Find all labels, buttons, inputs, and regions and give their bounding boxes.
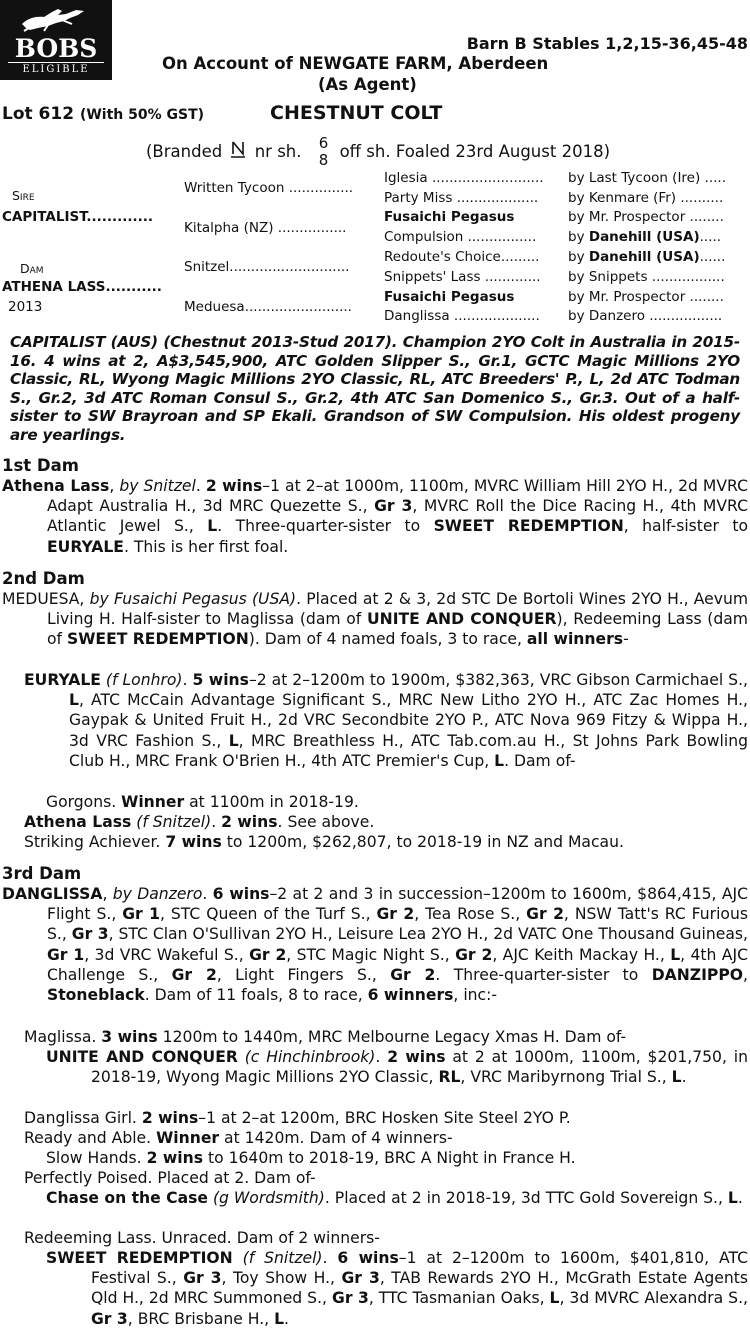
ancestor-sire-4-dots: .....	[699, 229, 722, 245]
t-dg2: 2 wins	[141, 1109, 199, 1127]
t-a14: . This is her first foal.	[123, 537, 289, 556]
t-u3: .	[375, 1048, 388, 1066]
sire-name: CAPITALIST.............	[2, 209, 154, 225]
barn-stables: Barn B Stables 1,2,15-36,45-48	[466, 34, 748, 53]
t-dg1: Danglissa Girl.	[24, 1109, 142, 1127]
ancestor-6: Snippets' Lass .............	[384, 269, 541, 285]
dam-name: ATHENA LASS...........	[2, 279, 162, 295]
first-dam-paragraph	[2, 476, 748, 557]
t-dg3: –1 at 2–at 1200m, BRC Hosken Site Steel 2YO P.	[198, 1109, 571, 1127]
t-a3: by Snitzel	[119, 477, 196, 495]
t-sr10: Gr 3	[332, 1289, 369, 1308]
t-m6: SWEET REDEMPTION	[67, 630, 249, 649]
t-g3: at 1100m in 2018-19.	[184, 793, 359, 811]
t-sr3: .	[322, 1249, 338, 1267]
t-d21: L	[670, 945, 681, 964]
euryale-paragraph	[24, 670, 748, 771]
t-cc3: . Placed at 2 in 2018-19, 3d TTC Gold Sovereign S.,	[324, 1189, 728, 1207]
t-a1: Athena Lass	[2, 477, 110, 495]
perfectly-poised-line	[24, 1168, 748, 1188]
t-d26: . Three-quarter-sister to	[435, 965, 652, 984]
t-d14: , STC Clan O'Sullivan 2YO H., Leisure Lea 2YO H., 2d VATC One Thousand Guineas,	[108, 925, 748, 944]
danglissa-girl-line	[24, 1108, 748, 1128]
t-e2: (f Lonhro)	[100, 671, 183, 689]
t-d28: ,	[743, 965, 748, 984]
vendor-account: On Account of NEWGATE FARM, Aberdeen	[162, 54, 549, 73]
unite-and-conquer-paragraph	[46, 1047, 748, 1087]
lot-number	[2, 104, 204, 124]
t-sr4: 6 wins	[337, 1249, 399, 1267]
t-m9: -	[623, 630, 629, 649]
t-u1: UNITE AND CONQUER	[46, 1048, 238, 1066]
t-sr13: , 3d MVRC Alexandra S.,	[559, 1289, 748, 1308]
chase-on-the-case-paragraph	[46, 1188, 748, 1208]
t-cc2: (g Wordsmith)	[207, 1189, 325, 1207]
ancestor-sire-4-name: Danehill (USA)	[588, 229, 700, 245]
t-ra2: Winner	[156, 1129, 220, 1147]
t-sr14: Gr 3	[91, 1309, 128, 1328]
t-sr17: .	[284, 1309, 289, 1328]
t-e11: . Dam of-	[504, 751, 576, 770]
sweet-redemption-paragraph	[46, 1248, 748, 1329]
fraction-bottom: 8	[318, 151, 329, 169]
bobs-eligible-logo	[0, 0, 112, 80]
t-e9: , MRC Breathless H., ATC Tab.com.au H., St Johns Park Bowling Club H., MRC Frank O'Brien H., 4th ATC Premier's Cup,	[69, 731, 748, 770]
second-dam-paragraph	[2, 589, 748, 650]
t-al3: .	[211, 813, 222, 831]
logo-brand: BOBS	[14, 34, 98, 63]
t-al1: Athena Lass	[24, 813, 132, 831]
sire-label: Sire	[12, 188, 35, 203]
foaled-date: off sh. Foaled 23rd August 2018)	[339, 142, 610, 161]
ancestor-8: Danglissa ....................	[384, 308, 540, 324]
t-ra1: Ready and Able.	[24, 1129, 157, 1147]
brand-line	[146, 135, 610, 169]
t-d13: Gr 3	[71, 925, 109, 944]
ancestor-5: Redoute's Choice.........	[384, 249, 540, 265]
t-sr9: , TAB Rewards 2YO H., McGrath Estate Agents Qld H., 2d MRC Summoned S.,	[91, 1269, 748, 1308]
t-a6: –1 at 2–at 1000m, 1100m, MVRC William Hill 2YO H., 2d MVRC Adapt Australia H., 3d MRC Quezette S.,	[47, 477, 749, 516]
t-u8: L	[671, 1068, 682, 1087]
t-d9: Gr 2	[376, 905, 415, 924]
running-horse-icon	[18, 6, 90, 32]
t-cc4: L	[727, 1189, 738, 1207]
t-cc5: .	[737, 1189, 743, 1207]
t-sh2: 2 wins	[146, 1149, 204, 1167]
t-u6: RL	[438, 1068, 461, 1087]
t-d12: , NSW Tatt's RC Furious S.,	[47, 905, 748, 944]
ancestor-sire-7: by Mr. Prospector ........	[568, 289, 724, 305]
t-al5: . See above.	[277, 813, 375, 831]
ancestor-1: Iglesia ..........................	[384, 170, 544, 186]
ancestor-sire-5-name: Danehill (USA)	[588, 249, 700, 265]
t-sr5: –1 at 2–1200m to 1600m, $401,810, ATC Festival S.,	[91, 1249, 748, 1288]
t-a11: SWEET REDEMPTION	[433, 517, 624, 536]
second-dam-heading: 2nd Dam	[2, 569, 85, 588]
t-e5: –2 at 2–1200m to 1900m, $382,363, VRC Gibson Carmichael S.,	[248, 671, 748, 689]
brand-fraction	[319, 135, 329, 169]
t-m4: UNITE AND CONQUER	[367, 610, 557, 629]
t-e10: L	[494, 751, 505, 770]
t-sh1: Slow Hands.	[46, 1149, 147, 1167]
t-sr12: L	[549, 1289, 560, 1308]
t-al2: (f Snitzel)	[131, 813, 212, 831]
t-sr16: L	[274, 1309, 285, 1328]
t-sr2: (f Snitzel)	[232, 1249, 323, 1267]
third-dam-paragraph	[2, 884, 748, 1005]
t-sa2: 7 wins	[165, 833, 222, 851]
t-sa3: to 1200m, $262,807, to 2018-19 in NZ and Macau.	[221, 833, 624, 851]
ready-and-able-line	[24, 1128, 748, 1148]
t-a7: Gr 3	[374, 497, 413, 516]
t-m8: all winners	[526, 630, 624, 649]
t-d25: Gr 2	[390, 965, 436, 984]
t-a2: ,	[109, 477, 120, 495]
t-d16: , 3d VRC Wakeful S.,	[84, 945, 250, 964]
t-d29: Stoneblack	[47, 986, 145, 1005]
ancestor-7: Fusaichi Pegasus	[384, 289, 515, 305]
branded-near-shoulder: nr sh.	[254, 142, 302, 161]
ancestor-2: Party Miss ...................	[384, 190, 539, 206]
t-al4: 2 wins	[221, 813, 278, 831]
t-rl1: Redeeming Lass. Unraced. Dam of 2 winners-	[24, 1229, 380, 1247]
t-a13: EURYALE	[47, 537, 124, 556]
t-d1: DANGLISSA	[2, 885, 103, 903]
t-a8: , MVRC Roll the Dice Racing H., 4th MVRC Atlantic Jewel S.,	[47, 497, 748, 536]
t-d18: , STC Magic Night S.,	[286, 945, 456, 964]
t-g2: Winner	[121, 793, 185, 811]
t-a12: , half-sister to	[623, 517, 748, 536]
t-d19: Gr 2	[455, 945, 493, 964]
t-m7: ). Dam of 4 named foals, 3 to race,	[248, 630, 527, 649]
t-d15: Gr 1	[47, 945, 85, 964]
dam-label: Dam	[20, 261, 44, 276]
brand-mark-icon	[231, 140, 245, 160]
ancestor-4: Compulsion ................	[384, 229, 537, 245]
t-sr1: SWEET REDEMPTION	[46, 1249, 233, 1267]
page-title: CHESTNUT COLT	[270, 102, 443, 124]
t-d3: by Danzero	[112, 885, 203, 903]
dam-dam: Meduesa.........................	[184, 299, 352, 315]
ancestor-sire-4-by: by	[568, 229, 589, 245]
vendor-agent: (As Agent)	[318, 75, 417, 94]
gorgons-line	[46, 792, 746, 812]
t-d5: 6 wins	[212, 885, 270, 903]
dam-foaling-year: 2013	[8, 299, 43, 315]
t-cc1: Chase on the Case	[46, 1189, 208, 1207]
t-d7: Gr 1	[122, 905, 160, 924]
t-d23: Gr 2	[171, 965, 217, 984]
slow-hands-line	[46, 1148, 746, 1168]
t-e3: .	[182, 671, 193, 689]
t-u2: (c Hinchinbrook)	[237, 1048, 376, 1066]
ancestor-sire-8: by Danzero .................	[568, 308, 723, 324]
t-e4: 5 wins	[192, 671, 249, 689]
fraction-top: 6	[318, 134, 329, 152]
ancestor-sire-2: by Kenmare (Fr) ..........	[568, 190, 724, 206]
dam-sire: Snitzel............................	[184, 259, 350, 275]
t-m5: ), Redeeming Lass (dam of	[47, 610, 748, 649]
t-e7: , ATC McCain Advantage Significant S., MRC New Litho 2YO H., ATC Zac Homes H., Gaypak & United Fruit H., 2d VRC Secondbite 2YO P., ATC Nova 969 Fitzy & Wippa H., 3d VRC Fashion S.,	[69, 691, 748, 750]
t-a5: 2 wins	[205, 477, 263, 495]
maglissa-line	[24, 1027, 748, 1047]
branded-prefix: (Branded	[146, 142, 223, 161]
t-d10: , Tea Rose S.,	[414, 905, 527, 924]
t-sa1: Striking Achiever.	[24, 833, 166, 851]
t-mg3: 1200m to 1440m, MRC Melbourne Legacy Xmas H. Dam of-	[157, 1028, 627, 1046]
t-g1: Gorgons.	[46, 793, 122, 811]
t-u5: at 2 at 1000m, 1100m, $201,750, in 2018-19, Wyong Magic Millions 2YO Classic,	[91, 1048, 748, 1087]
t-d24: , Light Fingers S.,	[216, 965, 391, 984]
t-d20: , AJC Keith Mackay H.,	[492, 945, 671, 964]
striking-achiever-line	[24, 832, 744, 852]
t-mg2: 3 wins	[101, 1028, 158, 1046]
t-d27: DANZIPPO	[651, 965, 744, 984]
t-a9: L	[207, 517, 218, 536]
first-dam-heading: 1st Dam	[2, 456, 79, 475]
t-m2: by Fusaichi Pegasus (USA)	[89, 590, 297, 608]
t-m1: MEDUESA,	[2, 590, 90, 608]
ancestor-sire-5-by: by	[568, 249, 589, 265]
t-d4: .	[202, 885, 213, 903]
ancestor-sire-5-dots: ......	[699, 249, 726, 265]
t-u7: , VRC Maribyrnong Trial S.,	[460, 1068, 672, 1087]
t-d17: Gr 2	[249, 945, 287, 964]
t-d22: , 4th AJC Challenge S.,	[47, 945, 748, 984]
ancestor-sire-1: by Last Tycoon (Ire) .....	[568, 170, 727, 186]
t-sr7: , Toy Show H.,	[221, 1269, 342, 1288]
logo-subtitle: ELIGIBLE	[8, 62, 104, 75]
t-d6: –2 at 2 and 3 in succession–1200m to 1600m, $864,415, AJC Flight S.,	[47, 885, 748, 924]
third-dam-heading: 3rd Dam	[2, 864, 82, 883]
t-u9: .	[681, 1068, 687, 1087]
t-sr8: Gr 3	[341, 1269, 380, 1288]
t-d11: Gr 2	[526, 905, 564, 924]
t-sr11: , TTC Tasmanian Oaks,	[368, 1289, 550, 1308]
t-m3: . Placed at 2 & 3, 2d STC De Bortoli Wines 2YO H., Aevum Living H. Half-sister to Maglissa (dam of	[47, 590, 749, 629]
t-u4: 2 wins	[387, 1048, 446, 1066]
t-mg1: Maglissa.	[24, 1028, 102, 1046]
ancestor-sire-6: by Snippets .................	[568, 269, 725, 285]
t-e6: L	[69, 691, 79, 710]
sire-sire: Written Tycoon ...............	[184, 180, 354, 196]
t-e1: EURYALE	[24, 671, 101, 689]
gst-note: (With 50% GST)	[79, 107, 205, 123]
t-sr6: Gr 3	[183, 1269, 222, 1288]
t-ra3: at 1420m. Dam of 4 winners-	[219, 1129, 453, 1147]
t-d8: , STC Queen of the Turf S.,	[159, 905, 377, 924]
t-d32: , inc:-	[453, 986, 498, 1005]
t-sr15: , BRC Brisbane H.,	[127, 1309, 275, 1328]
t-a4: .	[195, 477, 206, 495]
t-e8: L	[228, 731, 239, 750]
t-a10: . Three-quarter-sister to	[217, 517, 434, 536]
ancestor-sire-5	[568, 249, 725, 265]
sire-description: CAPITALIST (AUS) (Chestnut 2013-Stud 2017). Champion 2YO Colt in Australia in 2015-16. 4 wins at 2, A$3,545,900, ATC Golden Slipper S., Gr.1, GCTC Magic Millions 2YO Classic, RL, Wyong Magic Millions 2YO Classic, RL, ATC Breeders' P., L, 2d ATC Todman S., Gr.2, 3d ATC Roman Consul S., Gr.2, 4th ATC San Domenico S., Gr.3. Out of a half-sister to SW Brayroan and SP Ekali. Grandson of SW Compulsion. His oldest progeny are yearlings.	[10, 333, 740, 444]
lot-label: Lot 612	[2, 104, 75, 124]
sire-dam: Kitalpha (NZ) ................	[184, 220, 347, 236]
t-d30: . Dam of 11 foals, 8 to race,	[144, 986, 368, 1005]
redeeming-lass-line	[24, 1228, 748, 1248]
t-d2: ,	[102, 885, 113, 903]
athena-lass-line	[24, 812, 744, 832]
ancestor-sire-4	[568, 229, 721, 245]
ancestor-3: Fusaichi Pegasus	[384, 209, 515, 225]
t-d31: 6 winners	[367, 986, 454, 1005]
ancestor-sire-3: by Mr. Prospector ........	[568, 209, 724, 225]
t-pp1: Perfectly Poised. Placed at 2. Dam of-	[24, 1169, 316, 1187]
t-sh3: to 1640m to 2018-19, BRC A Night in France H.	[203, 1149, 576, 1167]
